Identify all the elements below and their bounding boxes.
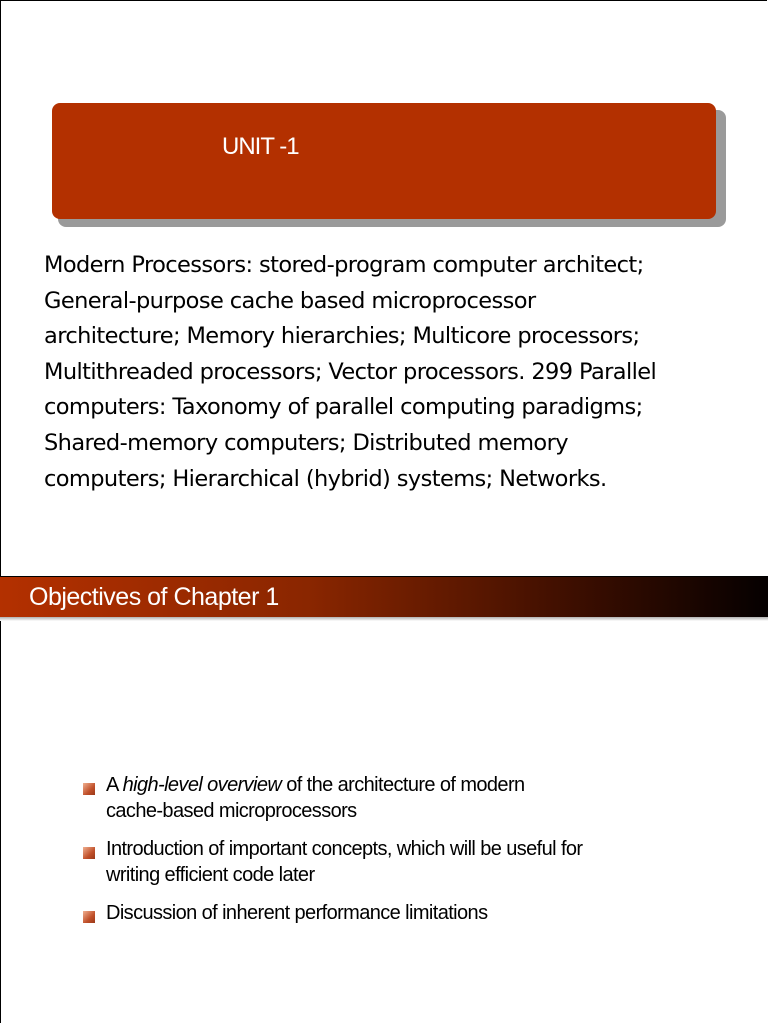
syllabus-line: computers: Taxonomy of parallel computing paradigms;: [44, 394, 643, 421]
bullet-text: of the architecture of modern: [281, 774, 525, 796]
square-bullet-icon: [83, 847, 95, 859]
square-bullet-icon: [83, 911, 95, 923]
objectives-title: Objectives of Chapter 1: [29, 583, 279, 611]
objectives-header-shadow: [0, 617, 768, 621]
list-item: [82, 772, 722, 824]
objectives-list: [82, 772, 722, 938]
bullet-prefix: A: [106, 774, 123, 796]
unit-banner: [52, 103, 716, 219]
bullet-text: Introduction of important concepts, which will be useful for: [106, 838, 583, 860]
bullet-emphasis: high-level overview: [122, 774, 282, 796]
syllabus-text: [44, 248, 744, 497]
square-bullet-icon: [83, 783, 95, 795]
objectives-header: [0, 577, 768, 617]
bullet-text: cache-based microprocessors: [106, 800, 357, 822]
bullet-text: writing efficient code later: [106, 864, 315, 886]
list-item: [82, 836, 722, 888]
unit-title: UNIT -1: [222, 133, 299, 160]
list-item: [82, 900, 722, 926]
syllabus-line: Shared-memory computers; Distributed memory: [44, 429, 568, 456]
syllabus-line: Modern Processors: stored-program computer architect;: [44, 252, 644, 278]
syllabus-line: Multithreaded processors; Vector processors. 299 Parallel: [44, 358, 657, 385]
syllabus-line: General-purpose cache based microprocessor: [44, 287, 536, 314]
syllabus-line: computers; Hierarchical (hybrid) systems; Networks.: [44, 465, 607, 492]
syllabus-line: architecture; Memory hierarchies; Multicore processors;: [44, 323, 640, 350]
bullet-text: Discussion of inherent performance limitations: [106, 902, 488, 924]
